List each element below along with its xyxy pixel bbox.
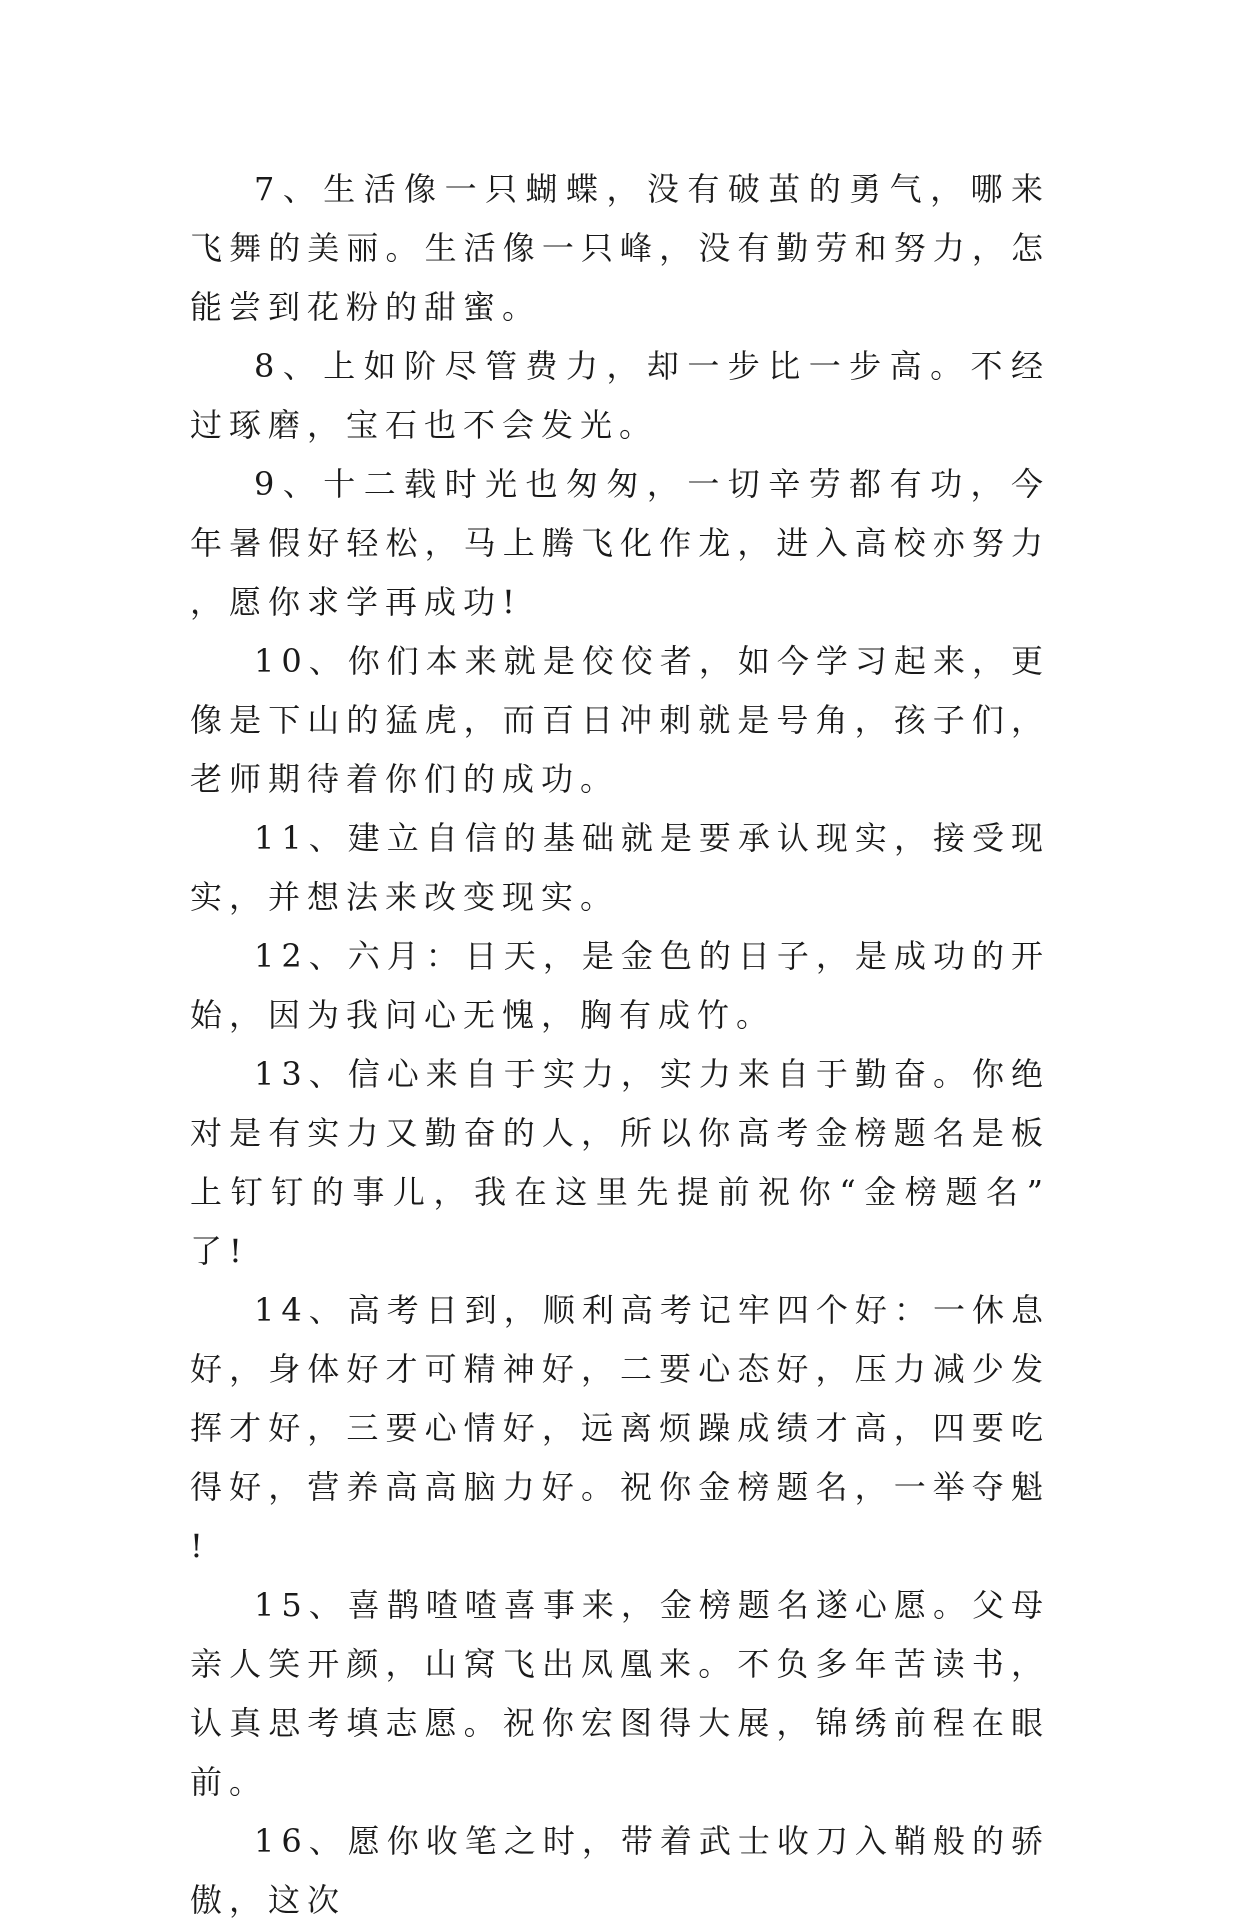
paragraph-11: 11、建立自信的基础就是要承认现实，接受现实，并想法来改变现实。	[190, 819, 1050, 916]
paragraph-16: 16、愿你收笔之时，带着武士收刀入鞘般的骄傲，这次	[190, 1822, 1050, 1919]
paragraph-10: 10、你们本来就是佼佼者，如今学习起来，更像是下山的猛虎，而百日冲刺就是号角，孩子们，老师期待着你们的成功。	[190, 642, 1050, 798]
paragraph-12: 12、六月：日天，是金色的日子，是成功的开始，因为我问心无愧，胸有成竹。	[190, 937, 1050, 1034]
paragraph-8: 8、上如阶尽管费力，却一步比一步高。不经过琢磨，宝石也不会发光。	[190, 347, 1050, 444]
paragraph-9: 9、十二载时光也匆匆，一切辛劳都有功，今年暑假好轻松，马上腾飞化作龙，进入高校亦努力，愿你求学再成功!	[190, 465, 1050, 621]
document-body	[190, 160, 1050, 1930]
paragraph-7: 7、生活像一只蝴蝶，没有破茧的勇气，哪来飞舞的美丽。生活像一只峰，没有勤劳和努力，怎能尝到花粉的甜蜜。	[190, 170, 1050, 326]
paragraph-15: 15、喜鹊喳喳喜事来，金榜题名遂心愿。父母亲人笑开颜，山窝飞出凤凰来。不负多年苦读书，认真思考填志愿。祝你宏图得大展，锦绣前程在眼前。	[190, 1586, 1050, 1801]
paragraph-13: 13、信心来自于实力，实力来自于勤奋。你绝对是有实力又勤奋的人，所以你高考金榜题名是板上钉钉的事儿，我在这里先提前祝你“金榜题名”了!	[190, 1055, 1050, 1270]
paragraph-14: 14、高考日到，顺利高考记牢四个好：一休息好，身体好才可精神好，二要心态好，压力减少发挥才好，三要心情好，远离烦躁成绩才高，四要吃得好，营养高高脑力好。祝你金榜题名，一举夺魁!	[190, 1291, 1050, 1565]
